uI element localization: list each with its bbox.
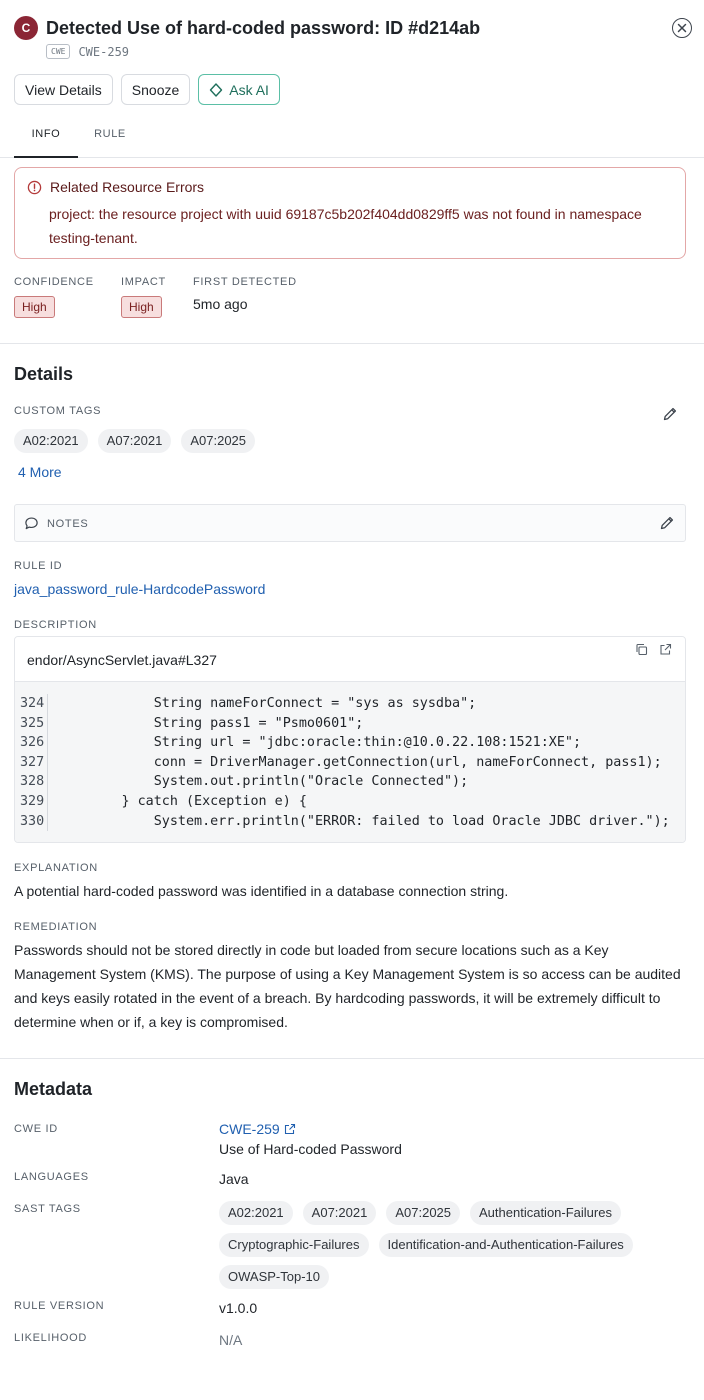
- rule-version-label: RULE VERSION: [14, 1300, 105, 1312]
- error-title: Related Resource Errors: [50, 179, 205, 195]
- alert-circle-icon: [27, 180, 42, 195]
- severity-indicator: C: [14, 16, 38, 40]
- custom-tag: A02:2021: [14, 429, 88, 453]
- close-icon: [677, 23, 687, 33]
- section-divider: [0, 1058, 704, 1059]
- sast-tag: A07:2021: [303, 1201, 377, 1225]
- custom-tags-list: [14, 429, 255, 453]
- cwe-id-value: [219, 1121, 296, 1137]
- snooze-button[interactable]: Snooze: [121, 74, 190, 105]
- likelihood-value: N/A: [219, 1332, 243, 1348]
- metadata-heading: Metadata: [14, 1079, 93, 1099]
- code-body: [15, 682, 685, 843]
- action-bar: [14, 74, 280, 105]
- tab-info[interactable]: INFO: [14, 116, 78, 157]
- explanation-label: EXPLANATION: [14, 862, 98, 874]
- code-line: 329 } catch (Exception e) {: [15, 792, 685, 812]
- ask-ai-button[interactable]: [198, 74, 280, 105]
- details-heading: Details: [14, 364, 74, 384]
- view-details-button[interactable]: View Details: [14, 74, 113, 105]
- impact-label: IMPACT: [121, 276, 166, 288]
- cwe-name: Use of Hard-coded Password: [219, 1141, 402, 1157]
- sast-tags-label: SAST TAGS: [14, 1203, 81, 1215]
- code-line: 324 String nameForConnect = "sys as sysdba";: [15, 694, 685, 714]
- remediation-label: REMEDIATION: [14, 921, 98, 933]
- first-detected-label: FIRST DETECTED: [193, 276, 297, 288]
- comment-icon: [24, 516, 39, 531]
- sast-tag: OWASP-Top-10: [219, 1265, 329, 1289]
- cwe-subtitle: [46, 44, 129, 59]
- summary-row: [14, 276, 297, 318]
- sparkle-icon: [209, 83, 223, 97]
- explanation-text: A potential hard-coded password was identified in a database connection string.: [14, 883, 509, 899]
- edit-notes-icon[interactable]: [659, 515, 675, 531]
- error-message-line-2: testing-tenant.: [49, 230, 138, 246]
- remediation-text: Passwords should not be stored directly in code but loaded from secure locations such as a Key Management System (KMS). The purpose of using a Key Management System is so access can be audited and keys easily rotated in the event of a breach. By hardcoding passwords, it will be extremely difficult to determine when or if, a key is compromised.: [14, 942, 681, 1030]
- rule-id-link[interactable]: java_password_rule-HardcodePassword: [14, 581, 266, 597]
- notes-label: NOTES: [47, 517, 89, 530]
- edit-tags-icon[interactable]: [662, 406, 678, 422]
- external-link-icon[interactable]: [659, 643, 672, 656]
- copy-icon[interactable]: [635, 643, 648, 656]
- more-tags-link[interactable]: 4 More: [18, 464, 62, 480]
- code-line: 326 String url = "jdbc:oracle:thin:@10.0.22.108:1521:XE";: [15, 733, 685, 753]
- page-title: Detected Use of hard-coded password: ID #d214ab: [46, 18, 481, 38]
- description-label: DESCRIPTION: [14, 619, 97, 631]
- sast-tag: Authentication-Failures: [470, 1201, 621, 1225]
- tab-rule[interactable]: RULE: [94, 128, 126, 140]
- code-line: 325 String pass1 = "Psmo0601";: [15, 714, 685, 734]
- notes-panel[interactable]: [14, 504, 686, 542]
- cwe-chip: CWE: [46, 44, 70, 59]
- section-divider: [0, 343, 704, 344]
- likelihood-label: LIKELIHOOD: [14, 1332, 88, 1344]
- custom-tags-label: CUSTOM TAGS: [14, 405, 102, 417]
- languages-value: Java: [219, 1171, 249, 1187]
- first-detected-value: 5mo ago: [193, 296, 248, 312]
- custom-tag: A07:2021: [98, 429, 172, 453]
- cwe-id-text: CWE-259: [78, 44, 130, 59]
- languages-label: LANGUAGES: [14, 1171, 89, 1183]
- tab-bar: [0, 116, 704, 158]
- resource-error-alert: [14, 167, 686, 259]
- rule-id-label: RULE ID: [14, 560, 63, 572]
- sast-tag: A07:2025: [386, 1201, 460, 1225]
- rule-version-value: v1.0.0: [219, 1300, 258, 1316]
- ask-ai-label: Ask AI: [229, 81, 269, 98]
- code-line: 328 System.out.println("Oracle Connected");: [15, 772, 685, 792]
- error-message-line-1: project: the resource project with uuid 69187c5b202f404dd0829ff5 was not found in namespace: [49, 206, 642, 222]
- confidence-badge: High: [14, 296, 55, 318]
- confidence-label: CONFIDENCE: [14, 276, 94, 288]
- sast-tag: A02:2021: [219, 1201, 293, 1225]
- code-line: 330 System.err.println("ERROR: failed to load Oracle JDBC driver.");: [15, 812, 685, 832]
- code-snippet: [14, 636, 686, 843]
- code-file-path: endor/AsyncServlet.java#L327: [27, 652, 217, 668]
- code-line: 327 conn = DriverManager.getConnection(url, nameForConnect, pass1);: [15, 753, 685, 773]
- cwe-id-label: CWE ID: [14, 1123, 58, 1135]
- impact-badge: High: [121, 296, 162, 318]
- custom-tag: A07:2025: [181, 429, 255, 453]
- sast-tags-list: [219, 1201, 689, 1289]
- cwe-link[interactable]: CWE-259: [219, 1121, 280, 1137]
- sast-tag: Identification-and-Authentication-Failures: [379, 1233, 633, 1257]
- close-button[interactable]: [672, 18, 692, 38]
- sast-tag: Cryptographic-Failures: [219, 1233, 369, 1257]
- external-link-icon[interactable]: [284, 1123, 296, 1135]
- finding-header: [14, 14, 694, 64]
